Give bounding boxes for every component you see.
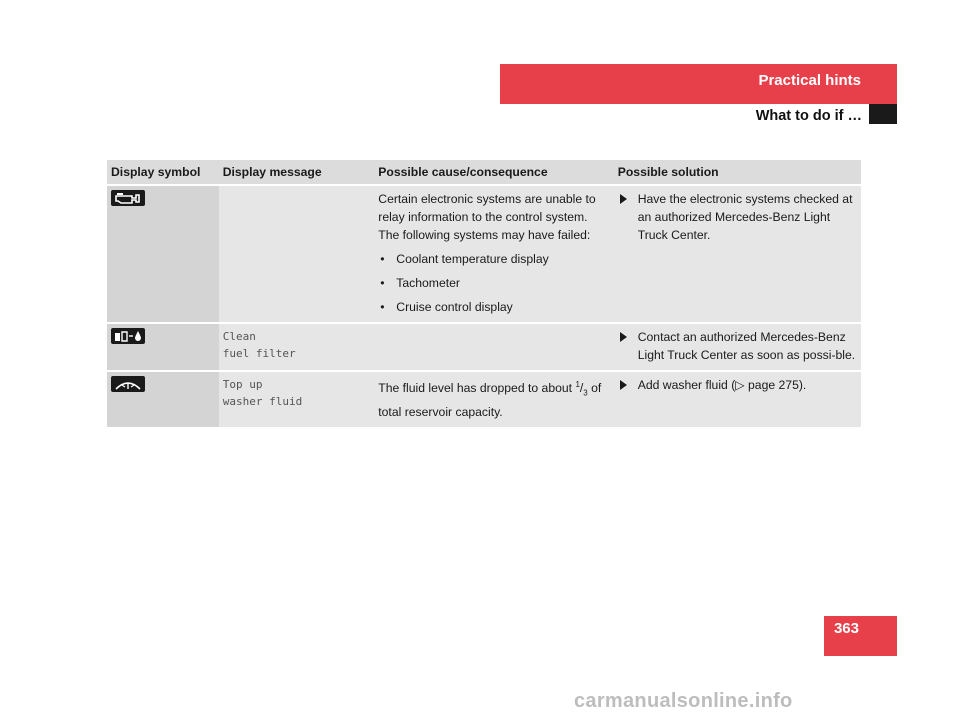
- arrow-bullet-icon: [620, 380, 627, 390]
- message-cell: [219, 186, 375, 324]
- list-item: • Cruise control display: [378, 298, 609, 316]
- solution-cell: [614, 372, 861, 429]
- section-title: Practical hints: [758, 72, 861, 89]
- cause-text: of total reservoir capacity.: [378, 381, 602, 419]
- page-subtitle: What to do if …: [755, 108, 862, 124]
- solution-text: Have the electronic systems checked at an authorized Mercedes-Benz Light Truck Center.: [637, 192, 853, 242]
- table-header-row: [107, 160, 861, 186]
- solution-text: Contact an authorized Mercedes-Benz Light Truck Center as soon as possi-ble.: [637, 330, 856, 362]
- solution-text: Add washer fluid (▷ page 275).: [637, 378, 807, 392]
- symbol-cell: [107, 372, 219, 429]
- cause-bullet-list: [378, 250, 609, 316]
- display-message-line: Top up: [222, 378, 263, 391]
- solution-item: [618, 190, 857, 244]
- solution-cell: [614, 324, 861, 372]
- fraction-numerator: 1: [575, 380, 580, 389]
- watermark: carmanualsonline.info: [574, 690, 793, 712]
- black-tab-marker: [869, 104, 897, 124]
- cause-text: The fluid level has dropped to about: [378, 381, 573, 396]
- cause-cell: [374, 324, 613, 372]
- display-message-line: Clean: [222, 330, 256, 343]
- list-item: • Tachometer: [378, 274, 609, 292]
- table-row: [107, 186, 861, 324]
- message-cell: [219, 372, 375, 429]
- column-header: Display symbol: [107, 160, 219, 186]
- solution-cell: [614, 186, 861, 324]
- fraction-denominator: 3: [583, 388, 588, 398]
- list-item: • Coolant temperature display: [378, 250, 609, 268]
- symbol-cell: [107, 186, 219, 324]
- washer-fluid-icon: [111, 376, 145, 392]
- arrow-bullet-icon: [620, 332, 627, 342]
- table-row: [107, 372, 861, 429]
- page-number-box: [824, 616, 897, 656]
- column-header: Possible solution: [614, 160, 861, 186]
- page-number: 363: [833, 620, 859, 637]
- display-message-line: washer fluid: [222, 395, 303, 408]
- table-row: [107, 324, 861, 372]
- hints-table: [107, 160, 861, 429]
- fuel-filter-icon: [111, 328, 145, 344]
- section-header-bar: [500, 64, 897, 104]
- solution-item: [618, 328, 857, 364]
- cause-cell: [374, 372, 613, 429]
- symbol-cell: [107, 324, 219, 372]
- fraction: $^1/_3$: [575, 380, 588, 398]
- display-message-line: fuel filter: [222, 347, 296, 360]
- column-header: Display message: [219, 160, 375, 186]
- message-cell: [219, 324, 375, 372]
- cause-cell: [374, 186, 613, 324]
- cause-text: Certain electronic systems are unable to relay information to the control system. The following systems may have failed:: [378, 192, 596, 242]
- column-header: Possible cause/consequence: [374, 160, 613, 186]
- engine-electronics-icon: [111, 190, 145, 206]
- solution-item: [618, 376, 857, 394]
- arrow-bullet-icon: [620, 194, 627, 204]
